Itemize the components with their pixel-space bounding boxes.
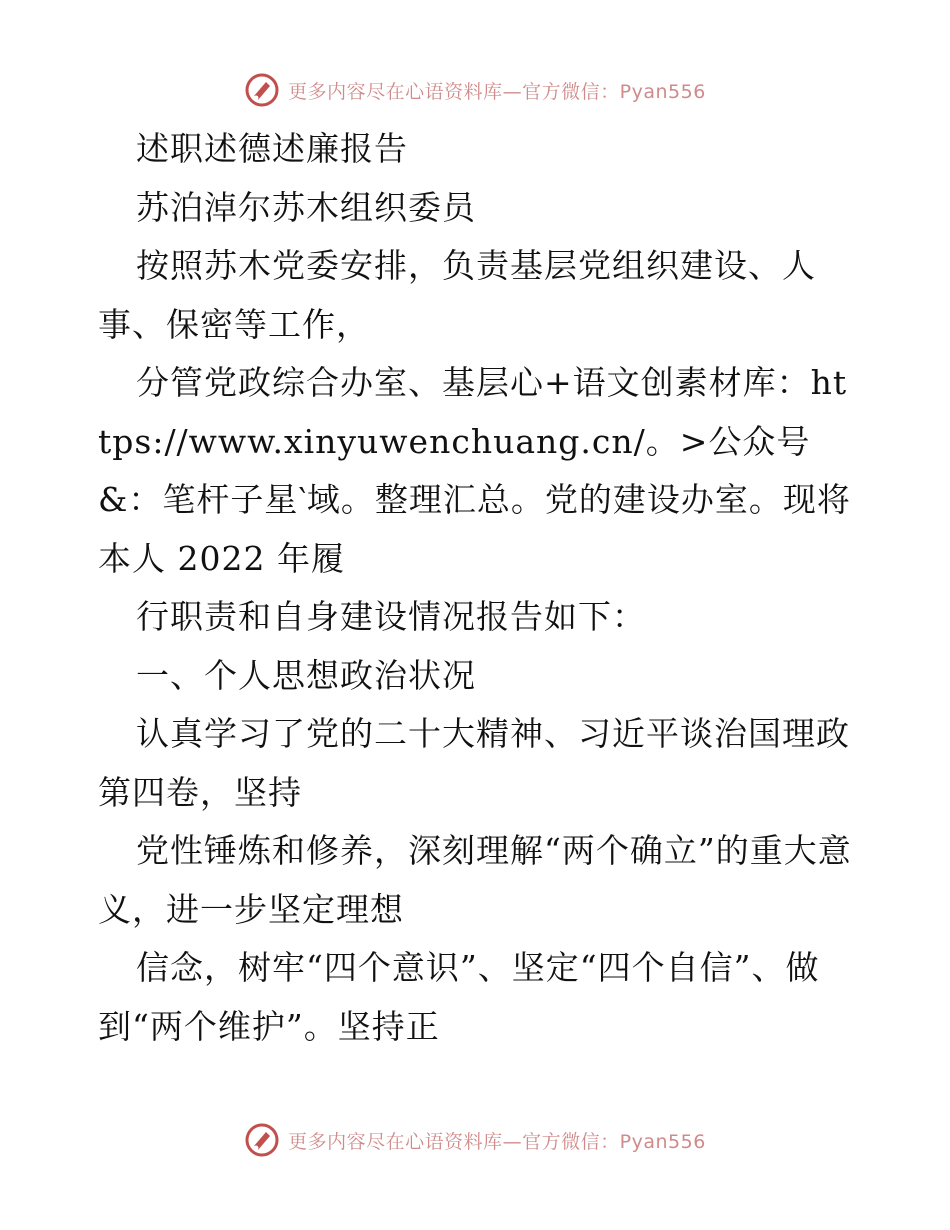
watermark-text: 更多内容尽在心语资料库—官方微信：Pyan556 <box>288 80 706 103</box>
pen-nib-logo-icon <box>244 1122 280 1158</box>
doc-paragraph: 行职责和自身建设情况报告如下： <box>136 597 646 636</box>
doc-paragraph: 按照苏木党委安排，负责基层党组织建设、人事、保密等工作， <box>98 246 816 344</box>
doc-title: 述职述德述廉报告 <box>136 129 408 168</box>
doc-paragraph: 分管党政综合办室、基层心+语文创素材库：https://www.xinyuwenchuang.cn/。>公众号&：笔杆子星‵域。整理汇总。党的建设办室。现将本人 2022 年履 <box>98 363 851 578</box>
section-heading: 一、个人思想政治状况 <box>136 655 476 695</box>
doc-author: 苏泊淖尔苏木组织委员 <box>136 187 476 227</box>
doc-paragraph: 认真学习了党的二十大精神、习近平谈治国理政第四卷，坚持 <box>98 714 850 812</box>
doc-paragraph: 信念，树牢“四个意识”、坚定“四个自信”、做到“两个维护”。坚持正 <box>98 948 820 1046</box>
watermark-text: 更多内容尽在心语资料库—官方微信：Pyan556 <box>288 1130 706 1153</box>
watermark-footer <box>0 1120 950 1160</box>
document-body <box>98 120 858 1056</box>
watermark-header <box>0 70 950 110</box>
doc-paragraph: 党性锤炼和修养，深刻理解“两个确立”的重大意义，进一步坚定理想 <box>98 831 852 929</box>
pen-nib-logo-icon <box>244 72 280 108</box>
